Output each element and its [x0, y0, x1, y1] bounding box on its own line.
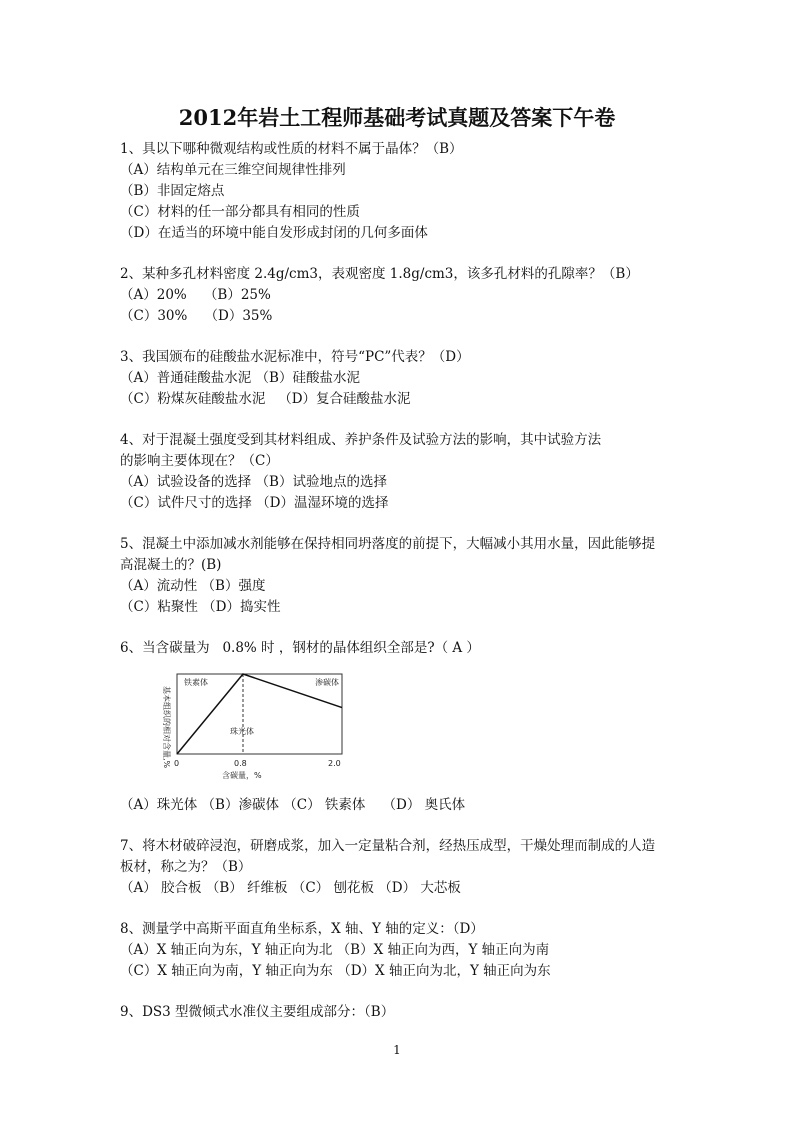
question-stem: 板材，称之为？（B）	[120, 859, 252, 875]
tick-label-0: 0	[174, 759, 180, 768]
page-title: 2012年岩土工程师基础考试真题及答案下午卷	[178, 105, 616, 130]
y-axis-label: 基本组织的相对含量,%	[162, 686, 171, 769]
option-line: （A） 胶合板 （B） 纤维板 （C） 刨花板 （D） 大芯板	[120, 880, 461, 896]
question-stem: 2、某种多孔材料密度 2.4g/cm3，表观密度 1.8g/cm3，该多孔材料的孔隙率？（B）	[120, 266, 639, 282]
page-number: 1	[393, 1043, 401, 1057]
question-stem: 1、具以下哪种微观结构或性质的材料不属于晶体？（B）	[120, 141, 463, 157]
question-stem: 4、对于混凝土强度受到其材料组成、养护条件及试验方法的影响，其中试验方法	[120, 432, 602, 448]
option-line: （C）材料的任一部分都具有相同的性质	[120, 204, 360, 220]
phase-diagram-figure	[122, 664, 352, 794]
option-line: （C）试件尺寸的选择 （D）温湿环境的选择	[120, 495, 389, 511]
option-line: （A）结构单元在三维空间规律性排列	[120, 162, 346, 178]
option-line: （A）流动性 （B）强度	[120, 578, 266, 594]
option-line: （A）X 轴正向为东，Y 轴正向为北 （B）X 轴正向为西，Y 轴正向为南	[120, 942, 550, 958]
question-stem: 9、DS3 型微倾式水准仪主要组成部分：（B）	[120, 1004, 395, 1020]
option-line: （A）普通硅酸盐水泥 （B）硅酸盐水泥	[120, 370, 360, 386]
question-stem: 6、当含碳量为 0.8% 时 ，钢材的晶体组织全部是?（ A ）	[120, 640, 480, 656]
question-stem: 5、混凝土中添加减水剂能够在保持相同坍落度的前提下，大幅减小其用水量，因此能够提	[120, 536, 656, 552]
question-stem: 7、将木材破碎浸泡，研磨成浆，加入一定量粘合剂，经热压成型，干燥处理而制成的人造	[120, 838, 656, 854]
phase-diagram-chart	[122, 664, 352, 794]
option-line: （C）粉煤灰硅酸盐水泥 （D）复合硅酸盐水泥	[120, 391, 411, 407]
option-line: （B）非固定熔点	[120, 183, 225, 199]
question-stem: 高混凝土的？(B)	[120, 557, 222, 573]
option-line: （C）30% （D）35%	[120, 308, 273, 324]
label-pearlite: 珠光体	[230, 727, 254, 736]
question-stem: 3、我国颁布的硅酸盐水泥标准中，符号“PC”代表？（D）	[120, 349, 470, 365]
option-line: （A）珠光体 （B）渗碳体 （C） 铁素体 （D） 奥氏体	[120, 797, 466, 813]
tick-label-0-8: 0.8	[234, 759, 247, 768]
option-line: （A）20% （B）25%	[120, 287, 271, 303]
option-line: （C）X 轴正向为南，Y 轴正向为东 （D）X 轴正向为北，Y 轴正向为东	[120, 963, 551, 979]
question-stem: 8、测量学中高斯平面直角坐标系，X 轴、Y 轴的定义：（D）	[120, 921, 484, 937]
option-line: （C）粘聚性 （D）捣实性	[120, 599, 281, 615]
option-line: （D）在适当的环境中能自发形成封闭的几何多面体	[120, 225, 428, 241]
option-line: （A）试验设备的选择 （B）试验地点的选择	[120, 474, 387, 490]
label-cementite: 渗碳体	[315, 678, 339, 687]
x-axis-label: 含碳量，%	[222, 771, 262, 780]
label-ferrite: 铁素体	[184, 678, 208, 687]
tick-label-2-0: 2.0	[328, 759, 341, 768]
question-stem: 的影响主要体现在？（C）	[120, 453, 279, 469]
